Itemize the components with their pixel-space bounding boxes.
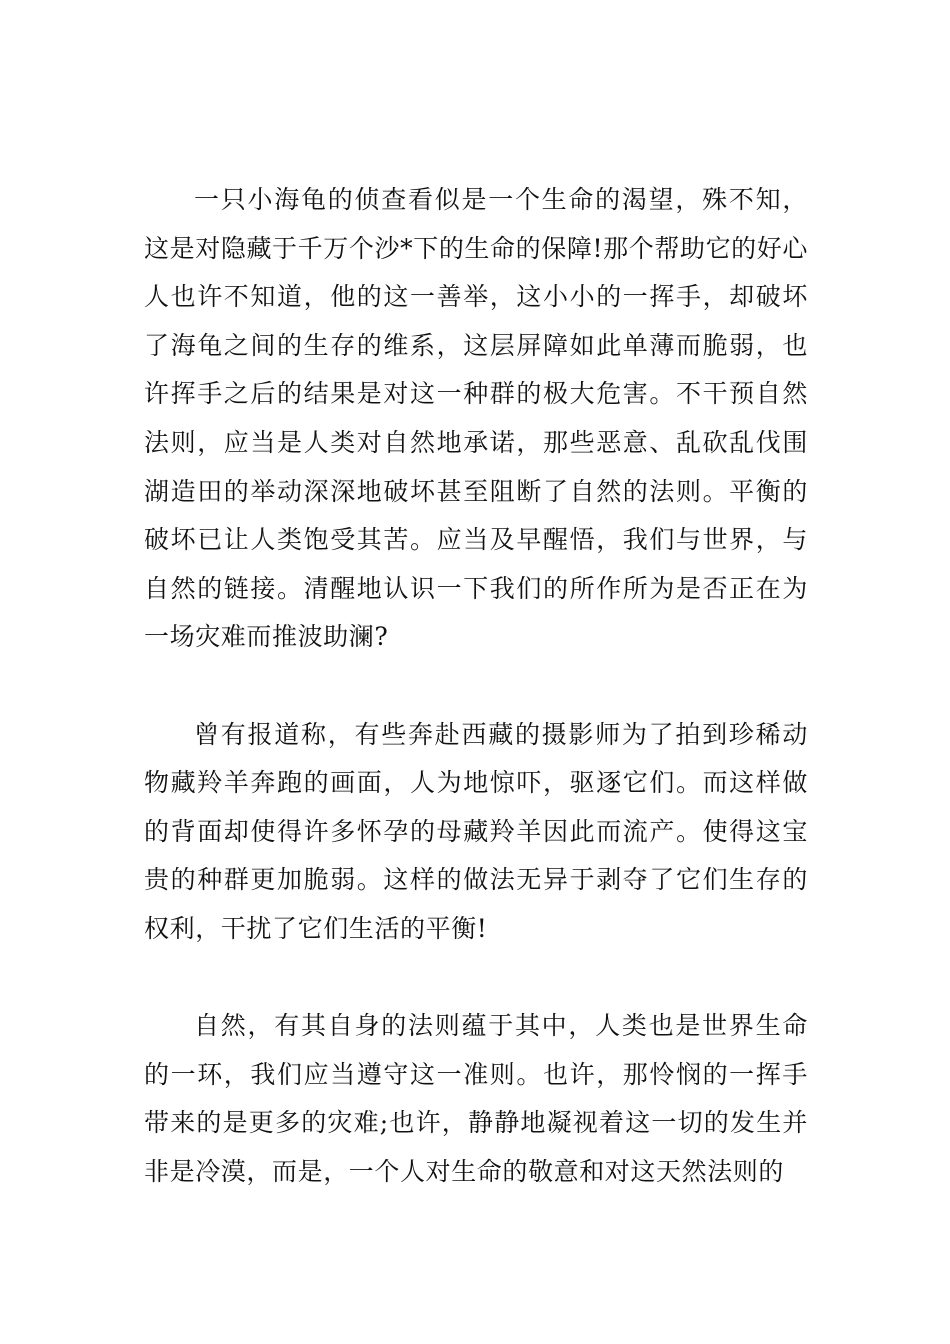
paragraph-1: 一只小海龟的侦查看似是一个生命的渴望，殊不知，这是对隐藏于千万个沙*下的生命的保障!那个帮助它的好心人也许不知道，他的这一善举，这小小的一挥手，却破坏了海龟之间的生存的维系，这层屏障如此单薄而脆弱，也许挥手之后的结果是对这一种群的极大危害。不干预自然法则，应当是人类对自然地承诺，那些恶意、乱砍乱伐围湖造田的举动深深地破坏甚至阻断了自然的法则。平衡的破坏已让人类饱受其苦。应当及早醒悟，我们与世界，与自然的链接。清醒地认识一下我们的所作所为是否正在为一场灾难而推波助澜? <box>144 185 808 652</box>
document-body <box>144 176 808 1196</box>
paragraph-3: 自然，有其自身的法则蕴于其中，人类也是世界生命的一环，我们应当遵守这一准则。也许，那怜悯的一挥手带来的是更多的灾难;也许，静静地凝视着这一切的发生并非是冷漠，而是，一个人对生命的敬意和对这天然法则的 <box>144 1011 808 1186</box>
paragraph-2: 曾有报道称，有些奔赴西藏的摄影师为了拍到珍稀动物藏羚羊奔跑的画面，人为地惊吓，驱逐它们。而这样做的背面却使得许多怀孕的母藏羚羊因此而流产。使得这宝贵的种群更加脆弱。这样的做法无异于剥夺了它们生存的权利，干扰了它们生活的平衡! <box>144 719 808 943</box>
